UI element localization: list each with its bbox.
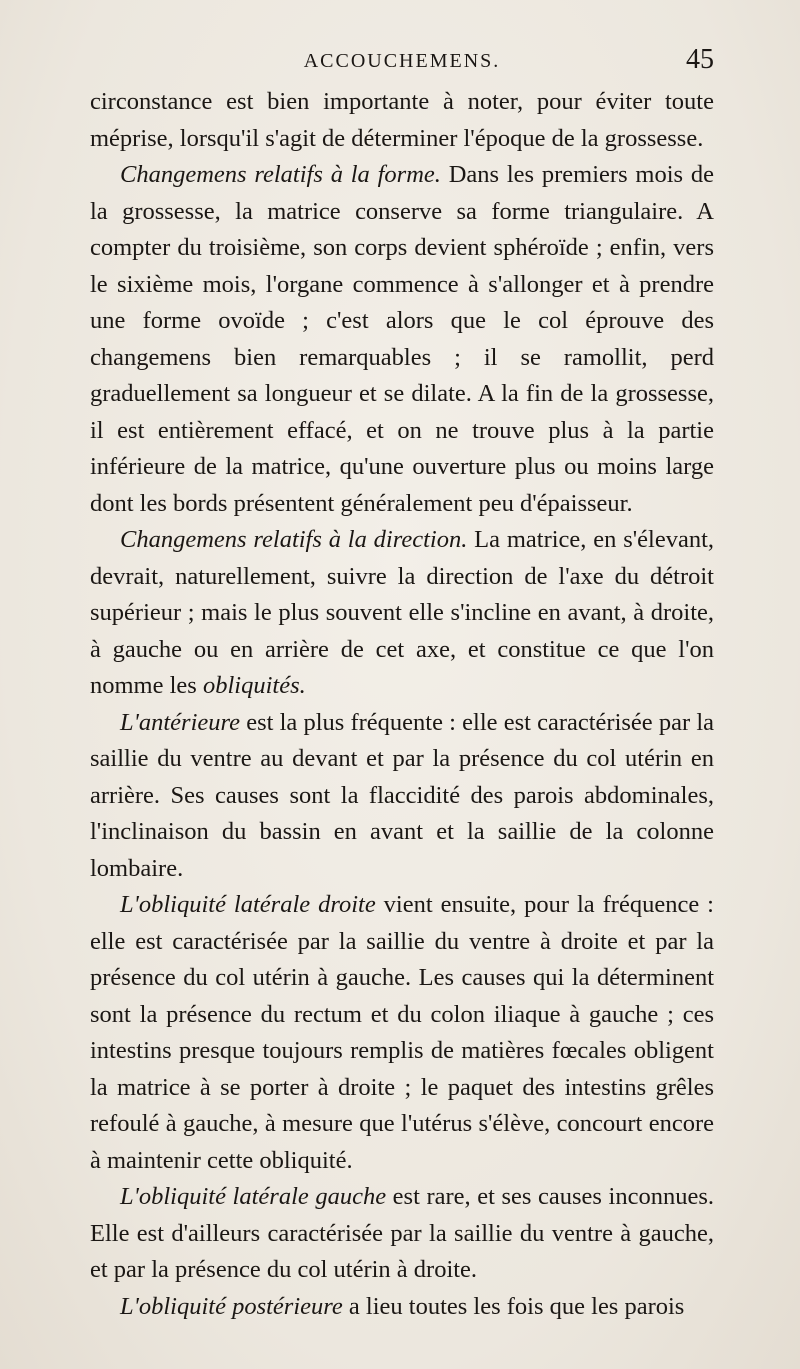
- paragraph-text: La matrice, en s'élevant, devrait, naturellement, suivre la direction de l'axe du détroit supérieur ; mais le plus souvent elle s'incline en avant, à droite, à gauche ou en arrière de cet axe, et constitue ce que l'on nomme les: [90, 526, 714, 699]
- paragraph-text: a lieu toutes les fois que les parois: [342, 1292, 685, 1320]
- running-head: ACCOUCHEMENS.: [303, 50, 501, 72]
- paragraph-text: Dans les premiers mois de la grossesse, la matrice conserve sa forme triangulaire. A compter du troisième, son corps devient sphéroïde ; enfin, vers le sixième mois, l'organe commence à s'allonger et à prendre une forme ovoïde ; c'est alors que le col éprouve des changemens bien remarquables ; il se ramollit, perd graduellement sa longueur et se dilate. A la fin de la grossesse, il est entièrement effacé, et on ne trouve plus à la partie inférieure de la matrice, qu'une ouverture plus ou moins large dont les bords présentent généralement peu d'épaisseur.: [90, 161, 714, 517]
- paragraph-laterale-droite: [90, 887, 714, 1179]
- body-text: [90, 84, 714, 1325]
- page-header: [90, 44, 714, 84]
- term-laterale-droite: L'obliquité latérale droite: [120, 891, 376, 918]
- paragraph-laterale-gauche: [90, 1179, 714, 1289]
- paragraph-text: est la plus fréquente : elle est caractérisée par la saillie du ventre au devant et par la présence du col utérin en arrière. Ses causes sont la flaccidité des parois abdominales, l'inclinaison du bassin en avant et la saillie de la colonne lombaire.: [90, 708, 714, 882]
- term-anterieure: L'antérieure: [120, 708, 241, 736]
- paragraph-anterieure: [90, 705, 714, 888]
- term-obliquites: obliquités.: [202, 672, 306, 699]
- paragraph-direction: [90, 522, 714, 705]
- paragraph-text: circonstance est bien importante à noter, pour éviter toute méprise, lorsqu'il s'agit de déterminer l'époque de la grossesse.: [90, 88, 714, 152]
- term-posterieure: L'obliquité postérieure: [120, 1292, 343, 1320]
- section-heading-forme: Changemens relatifs à la forme.: [120, 161, 441, 188]
- paragraph-text: est rare, et ses causes inconnues. Elle est d'ailleurs caractérisée par la saillie du ventre à gauche, et par la présence du col utérin à droite.: [90, 1183, 715, 1283]
- paragraph-forme: [90, 157, 714, 522]
- paragraph-posterieure: [90, 1289, 714, 1326]
- page-number: 45: [686, 44, 714, 75]
- paragraph-continuation: [90, 84, 714, 157]
- term-laterale-gauche: L'obliquité latérale gauche: [120, 1183, 387, 1210]
- section-heading-direction: Changemens relatifs à la direction.: [120, 526, 468, 553]
- paragraph-text: vient ensuite, pour la fréquence : elle est caractérisée par la saillie du ventre à droite et par la présence du col utérin à gauche. Les causes qui la déterminent sont la présence du rectum et du colon iliaque à gauche ; ces intestins presque toujours remplis de matières fœcales obligent la matrice à se porter à droite ; le paquet des intestins grêles refoulé à gauche, à mesure que l'utérus s'élève, concourt encore à maintenir cette obliquité.: [90, 891, 714, 1174]
